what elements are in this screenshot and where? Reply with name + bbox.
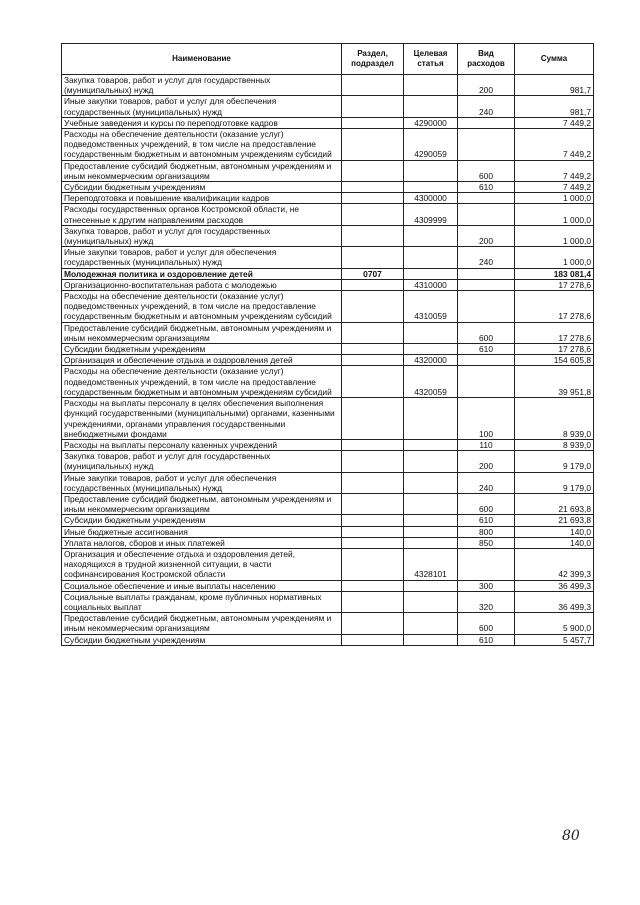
cell-article: 4309999	[404, 204, 458, 225]
cell-sum: 17 278,6	[515, 279, 594, 290]
cell-name: Предоставление субсидий бюджетным, автономным учреждениям и иным некоммерческим организациям	[62, 160, 342, 181]
cell-article	[404, 268, 458, 279]
cell-article: 4320000	[404, 355, 458, 366]
table-row	[62, 493, 594, 514]
cell-kind: 610	[458, 344, 515, 355]
cell-sum: 42 399,3	[515, 548, 594, 580]
cell-kind	[458, 279, 515, 290]
cell-kind: 600	[458, 613, 515, 634]
cell-section	[342, 247, 404, 268]
table-row	[62, 634, 594, 645]
cell-section	[342, 398, 404, 440]
header-article: Целевая статья	[404, 44, 458, 75]
cell-sum: 21 693,8	[515, 515, 594, 526]
cell-name: Молодежная политика и оздоровление детей	[62, 268, 342, 279]
cell-article	[404, 591, 458, 612]
table-row	[62, 344, 594, 355]
cell-kind	[458, 291, 515, 323]
cell-name: Социальные выплаты гражданам, кроме публичных нормативных социальных выплат	[62, 591, 342, 612]
cell-article	[404, 634, 458, 645]
cell-sum: 183 081,4	[515, 268, 594, 279]
cell-article: 4290059	[404, 129, 458, 161]
table-row	[62, 580, 594, 591]
cell-article: 4290000	[404, 117, 458, 128]
cell-sum: 21 693,8	[515, 493, 594, 514]
cell-sum: 154 605,8	[515, 355, 594, 366]
cell-section	[342, 355, 404, 366]
cell-name: Иные закупки товаров, работ и услуг для обеспечения государственных (муниципальных) нужд	[62, 472, 342, 493]
table-row	[62, 591, 594, 612]
cell-section	[342, 279, 404, 290]
cell-section: 0707	[342, 268, 404, 279]
cell-name: Расходы на выплаты персоналу казенных учреждений	[62, 439, 342, 450]
cell-section	[342, 75, 404, 96]
cell-kind: 200	[458, 451, 515, 472]
table-row	[62, 279, 594, 290]
cell-article	[404, 580, 458, 591]
cell-name: Субсидии бюджетным учреждениям	[62, 515, 342, 526]
cell-sum: 1 000,0	[515, 193, 594, 204]
cell-article	[404, 247, 458, 268]
cell-section	[342, 366, 404, 398]
cell-sum: 1 000,0	[515, 204, 594, 225]
cell-section	[342, 193, 404, 204]
cell-sum: 7 449,2	[515, 129, 594, 161]
table-row	[62, 515, 594, 526]
cell-name: Социальное обеспечение и иные выплаты населению	[62, 580, 342, 591]
cell-kind	[458, 193, 515, 204]
cell-sum: 1 000,0	[515, 225, 594, 246]
table-row	[62, 247, 594, 268]
header-section: Раздел, подраздел	[342, 44, 404, 75]
table-row	[62, 366, 594, 398]
cell-article: 4328101	[404, 548, 458, 580]
cell-name: Расходы на выплаты персоналу в целях обеспечения выполнения функций государственными (муниципальными) органами, казенными учреждениями, органами управления государственными внебюджетными фондами	[62, 398, 342, 440]
cell-kind: 610	[458, 634, 515, 645]
cell-kind: 850	[458, 537, 515, 548]
cell-section	[342, 548, 404, 580]
cell-sum: 5 900,0	[515, 613, 594, 634]
cell-kind: 600	[458, 322, 515, 343]
cell-kind	[458, 117, 515, 128]
cell-kind	[458, 268, 515, 279]
cell-section	[342, 96, 404, 117]
cell-kind: 610	[458, 515, 515, 526]
table-row	[62, 613, 594, 634]
cell-kind: 610	[458, 182, 515, 193]
table-body	[62, 75, 594, 646]
table-row	[62, 117, 594, 128]
cell-kind: 240	[458, 96, 515, 117]
cell-sum: 981,7	[515, 75, 594, 96]
cell-name: Организация и обеспечение отдыха и оздоровления детей	[62, 355, 342, 366]
budget-table	[61, 43, 594, 646]
cell-section	[342, 225, 404, 246]
cell-article: 4310059	[404, 291, 458, 323]
cell-section	[342, 182, 404, 193]
cell-sum: 17 278,6	[515, 291, 594, 323]
table-row	[62, 439, 594, 450]
cell-name: Расходы государственных органов Костромской области, не отнесенные к другим направлениям расходов	[62, 204, 342, 225]
header-sum: Сумма	[515, 44, 594, 75]
cell-name: Закупка товаров, работ и услуг для государственных (муниципальных) нужд	[62, 75, 342, 96]
cell-sum: 17 278,6	[515, 344, 594, 355]
cell-kind: 800	[458, 526, 515, 537]
table-row	[62, 204, 594, 225]
table-row	[62, 537, 594, 548]
cell-sum: 7 449,2	[515, 160, 594, 181]
cell-name: Субсидии бюджетным учреждениям	[62, 634, 342, 645]
cell-article	[404, 344, 458, 355]
cell-section	[342, 117, 404, 128]
cell-section	[342, 344, 404, 355]
cell-section	[342, 291, 404, 323]
cell-kind	[458, 204, 515, 225]
cell-kind: 200	[458, 75, 515, 96]
header-name: Наименование	[62, 44, 342, 75]
cell-section	[342, 580, 404, 591]
cell-name: Переподготовка и повышение квалификации кадров	[62, 193, 342, 204]
cell-section	[342, 472, 404, 493]
cell-article	[404, 472, 458, 493]
cell-article	[404, 322, 458, 343]
cell-sum: 5 457,7	[515, 634, 594, 645]
cell-name: Иные закупки товаров, работ и услуг для обеспечения государственных (муниципальных) нужд	[62, 96, 342, 117]
cell-article	[404, 398, 458, 440]
cell-section	[342, 526, 404, 537]
cell-section	[342, 451, 404, 472]
cell-sum: 8 939,0	[515, 439, 594, 450]
cell-article: 4310000	[404, 279, 458, 290]
cell-article: 4300000	[404, 193, 458, 204]
table-row	[62, 182, 594, 193]
cell-kind: 320	[458, 591, 515, 612]
cell-article	[404, 613, 458, 634]
table-row	[62, 451, 594, 472]
cell-article	[404, 451, 458, 472]
cell-kind	[458, 548, 515, 580]
cell-section	[342, 634, 404, 645]
cell-section	[342, 129, 404, 161]
cell-kind: 110	[458, 439, 515, 450]
cell-sum: 1 000,0	[515, 247, 594, 268]
table-row	[62, 225, 594, 246]
cell-sum: 140,0	[515, 526, 594, 537]
cell-section	[342, 537, 404, 548]
cell-article	[404, 96, 458, 117]
table-row	[62, 268, 594, 279]
cell-name: Иные бюджетные ассигнования	[62, 526, 342, 537]
cell-article	[404, 182, 458, 193]
cell-article	[404, 537, 458, 548]
cell-section	[342, 160, 404, 181]
cell-name: Субсидии бюджетным учреждениям	[62, 344, 342, 355]
cell-kind: 240	[458, 472, 515, 493]
cell-section	[342, 204, 404, 225]
cell-article	[404, 493, 458, 514]
cell-kind: 200	[458, 225, 515, 246]
cell-article	[404, 75, 458, 96]
cell-name: Субсидии бюджетным учреждениям	[62, 182, 342, 193]
cell-name: Организационно-воспитательная работа с молодежью	[62, 279, 342, 290]
cell-sum: 9 179,0	[515, 472, 594, 493]
cell-sum: 17 278,6	[515, 322, 594, 343]
cell-kind: 300	[458, 580, 515, 591]
cell-name: Закупка товаров, работ и услуг для государственных (муниципальных) нужд	[62, 451, 342, 472]
cell-section	[342, 613, 404, 634]
cell-name: Закупка товаров, работ и услуг для государственных (муниципальных) нужд	[62, 225, 342, 246]
cell-kind	[458, 355, 515, 366]
cell-name: Учебные заведения и курсы по переподготовке кадров	[62, 117, 342, 128]
cell-kind	[458, 366, 515, 398]
cell-name: Предоставление субсидий бюджетным, автономным учреждениям и иным некоммерческим организациям	[62, 322, 342, 343]
cell-article	[404, 439, 458, 450]
table-header-row	[62, 44, 594, 75]
table-row	[62, 129, 594, 161]
cell-section	[342, 439, 404, 450]
table-row	[62, 472, 594, 493]
cell-article	[404, 515, 458, 526]
cell-sum: 36 499,3	[515, 580, 594, 591]
cell-name: Расходы на обеспечение деятельности (оказание услуг) подведомственных учреждений, в том числе на предоставление государственным бюджетным и автономным учреждениям субсидий	[62, 129, 342, 161]
cell-kind: 600	[458, 160, 515, 181]
cell-sum: 7 449,2	[515, 182, 594, 193]
cell-kind: 600	[458, 493, 515, 514]
cell-section	[342, 591, 404, 612]
cell-name: Уплата налогов, сборов и иных платежей	[62, 537, 342, 548]
cell-section	[342, 322, 404, 343]
cell-sum: 9 179,0	[515, 451, 594, 472]
cell-kind: 240	[458, 247, 515, 268]
cell-section	[342, 493, 404, 514]
cell-article	[404, 160, 458, 181]
cell-article	[404, 225, 458, 246]
cell-sum: 981,7	[515, 96, 594, 117]
cell-article: 4320059	[404, 366, 458, 398]
cell-name: Расходы на обеспечение деятельности (оказание услуг) подведомственных учреждений, в том числе на предоставление государственным бюджетным и автономным учреждениям субсидий	[62, 366, 342, 398]
cell-name: Расходы на обеспечение деятельности (оказание услуг) подведомственных учреждений, в том числе на предоставление государственным бюджетным и автономным учреждениям субсидий	[62, 291, 342, 323]
table-row	[62, 291, 594, 323]
cell-sum: 36 499,3	[515, 591, 594, 612]
cell-name: Предоставление субсидий бюджетным, автономным учреждениям и иным некоммерческим организациям	[62, 493, 342, 514]
cell-section	[342, 515, 404, 526]
table-row	[62, 526, 594, 537]
cell-name: Организация и обеспечение отдыха и оздоровления детей, находящихся в трудной жизненной ситуации, в части софинансирования Костромской области	[62, 548, 342, 580]
cell-name: Иные закупки товаров, работ и услуг для обеспечения государственных (муниципальных) нужд	[62, 247, 342, 268]
table-row	[62, 160, 594, 181]
page-number: 80	[562, 828, 580, 844]
cell-article	[404, 526, 458, 537]
cell-kind	[458, 129, 515, 161]
cell-sum: 8 939,0	[515, 398, 594, 440]
table-row	[62, 193, 594, 204]
table-row	[62, 96, 594, 117]
header-kind: Вид расходов	[458, 44, 515, 75]
table-row	[62, 75, 594, 96]
cell-kind: 100	[458, 398, 515, 440]
table-row	[62, 548, 594, 580]
table-row	[62, 355, 594, 366]
cell-name: Предоставление субсидий бюджетным, автономным учреждениям и иным некоммерческим организациям	[62, 613, 342, 634]
cell-sum: 39 951,8	[515, 366, 594, 398]
cell-sum: 140,0	[515, 537, 594, 548]
cell-sum: 7 449,2	[515, 117, 594, 128]
table-row	[62, 398, 594, 440]
table-row	[62, 322, 594, 343]
